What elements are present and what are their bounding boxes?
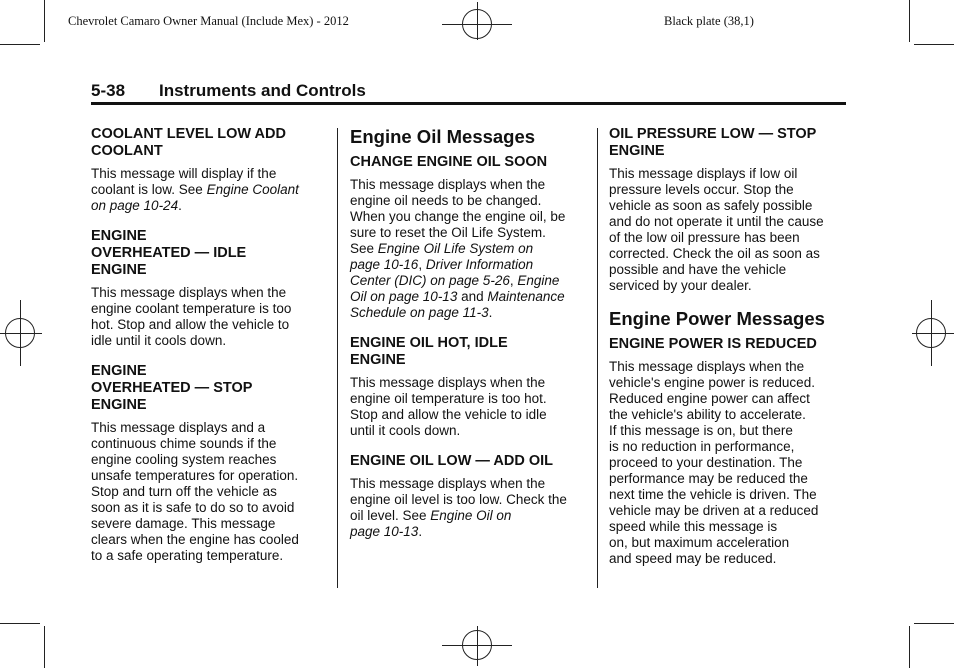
oil-hot-heading: ENGINE OIL HOT, IDLE ENGINE xyxy=(350,335,508,368)
oil-low-text: This message displays when the engine oil level is too low. Check the oil level. See Engine Oil on page 10-13. xyxy=(350,476,567,539)
crop-mark-bottom-left-h xyxy=(0,623,40,624)
oil-pressure-heading: OIL PRESSURE LOW — STOP ENGINE xyxy=(609,126,817,159)
header-rule xyxy=(91,102,846,105)
link-engine-oil-page[interactable]: Oil on page 10-13 xyxy=(350,289,458,304)
link-engine-coolant[interactable]: Engine Coolant xyxy=(206,182,299,197)
chapter-title: Instruments and Controls xyxy=(159,81,366,100)
oil-pressure-text: This message displays if low oil pressure levels occur. Stop the vehicle as soon as safely possible and do not operate it until the cause of the low oil pressure has been corrected. Check the oil as soon as possible and have the vehicle serviced by your dealer. xyxy=(609,166,824,293)
link-dic-page[interactable]: Center (DIC) on page 5-26 xyxy=(350,273,510,288)
oil-low-heading: ENGINE OIL LOW — ADD OIL xyxy=(350,453,553,469)
link-page-10-16[interactable]: page 10-16 xyxy=(350,257,419,272)
power-reduced-text: This message displays when the vehicle's engine power is reduced. Reduced engine power can affect the vehicle's ability to accelerate. If this message is on, but there is no reduction in performance, proceed to your destination. The performance may be reduced the next time the vehicle is driven. The vehicle may be driven at a reduced speed while this message is on, but maximum acceleration and speed may be reduced. xyxy=(609,359,819,566)
column-3 xyxy=(609,126,841,581)
column-divider-2 xyxy=(597,128,598,588)
plate-meta: Black plate (38,1) xyxy=(664,14,754,28)
coolant-low-text: This message will display if the coolant is low. See Engine Coolant on page 10-24. xyxy=(91,166,299,213)
crop-mark-bottom-right-v xyxy=(909,626,910,668)
crop-mark-top-left-v xyxy=(44,0,45,42)
registration-mark-right-v xyxy=(931,300,932,366)
change-oil-heading: CHANGE ENGINE OIL SOON xyxy=(350,154,548,170)
crop-mark-top-right-v xyxy=(909,0,910,42)
crop-mark-top-right-h xyxy=(914,44,954,45)
link-engine-oil[interactable]: Engine xyxy=(517,273,560,288)
manual-title-meta: Chevrolet Camaro Owner Manual (Include Mex) - 2012 xyxy=(68,14,349,28)
column-divider-1 xyxy=(337,128,338,588)
link-page-10-13[interactable]: page 10-13 xyxy=(350,524,419,539)
registration-mark-left-h xyxy=(0,333,42,334)
link-engine-oil-2[interactable]: Engine Oil on xyxy=(430,508,512,523)
change-oil-text: This message displays when the engine oil needs to be changed. When you change the engine oil, be sure to reset the Oil Life System. See Engine Oil Life System on page 10-16, Driver Information Center (DIC) on page 5-26, Engine Oil on page 10-13 and Maintenance Schedule on page 11-3. xyxy=(350,177,566,320)
column-2 xyxy=(350,126,582,554)
registration-mark-bottom-v xyxy=(477,626,478,666)
overheated-stop-heading: ENGINE OVERHEATED — STOP ENGINE xyxy=(91,363,253,413)
link-maintenance-page[interactable]: Schedule on page 11-3 xyxy=(350,305,489,320)
power-reduced-heading: ENGINE POWER IS REDUCED xyxy=(609,336,817,352)
column-1 xyxy=(91,126,323,578)
overheated-idle-text: This message displays when the engine coolant temperature is too hot. Stop and allow the vehicle to idle until it cools down. xyxy=(91,285,292,348)
crop-mark-bottom-right-h xyxy=(914,623,954,624)
coolant-low-heading: COOLANT LEVEL LOW ADD COOLANT xyxy=(91,126,286,159)
overheated-stop-text: This message displays and a continuous chime sounds if the engine cooling system reaches unsafe temperatures for operation. Stop and turn off the vehicle as soon as it is safe to do so to avoid severe damage. This message clears when the engine has cooled to a safe operating temperature. xyxy=(91,420,299,563)
oil-hot-text: This message displays when the engine oil temperature is too hot. Stop and allow the vehicle to idle until it cools down. xyxy=(350,375,547,438)
engine-power-messages-title: Engine Power Messages xyxy=(609,308,825,329)
registration-mark-left-v xyxy=(20,300,21,366)
link-maintenance[interactable]: Maintenance xyxy=(487,289,565,304)
engine-oil-messages-title: Engine Oil Messages xyxy=(350,126,536,147)
registration-mark-top-v xyxy=(477,2,478,40)
link-oil-life-system[interactable]: Engine Oil Life System on xyxy=(377,241,534,256)
link-dic[interactable]: Driver Information xyxy=(425,257,534,272)
overheated-idle-heading: ENGINE OVERHEATED — IDLE ENGINE xyxy=(91,228,247,278)
link-page-10-24[interactable]: on page 10-24 xyxy=(91,198,179,213)
registration-mark-right-h xyxy=(912,333,954,334)
crop-mark-bottom-left-v xyxy=(44,626,45,668)
page-number: 5-38 xyxy=(91,81,126,100)
crop-mark-top-left-h xyxy=(0,44,40,45)
running-head xyxy=(91,80,846,102)
